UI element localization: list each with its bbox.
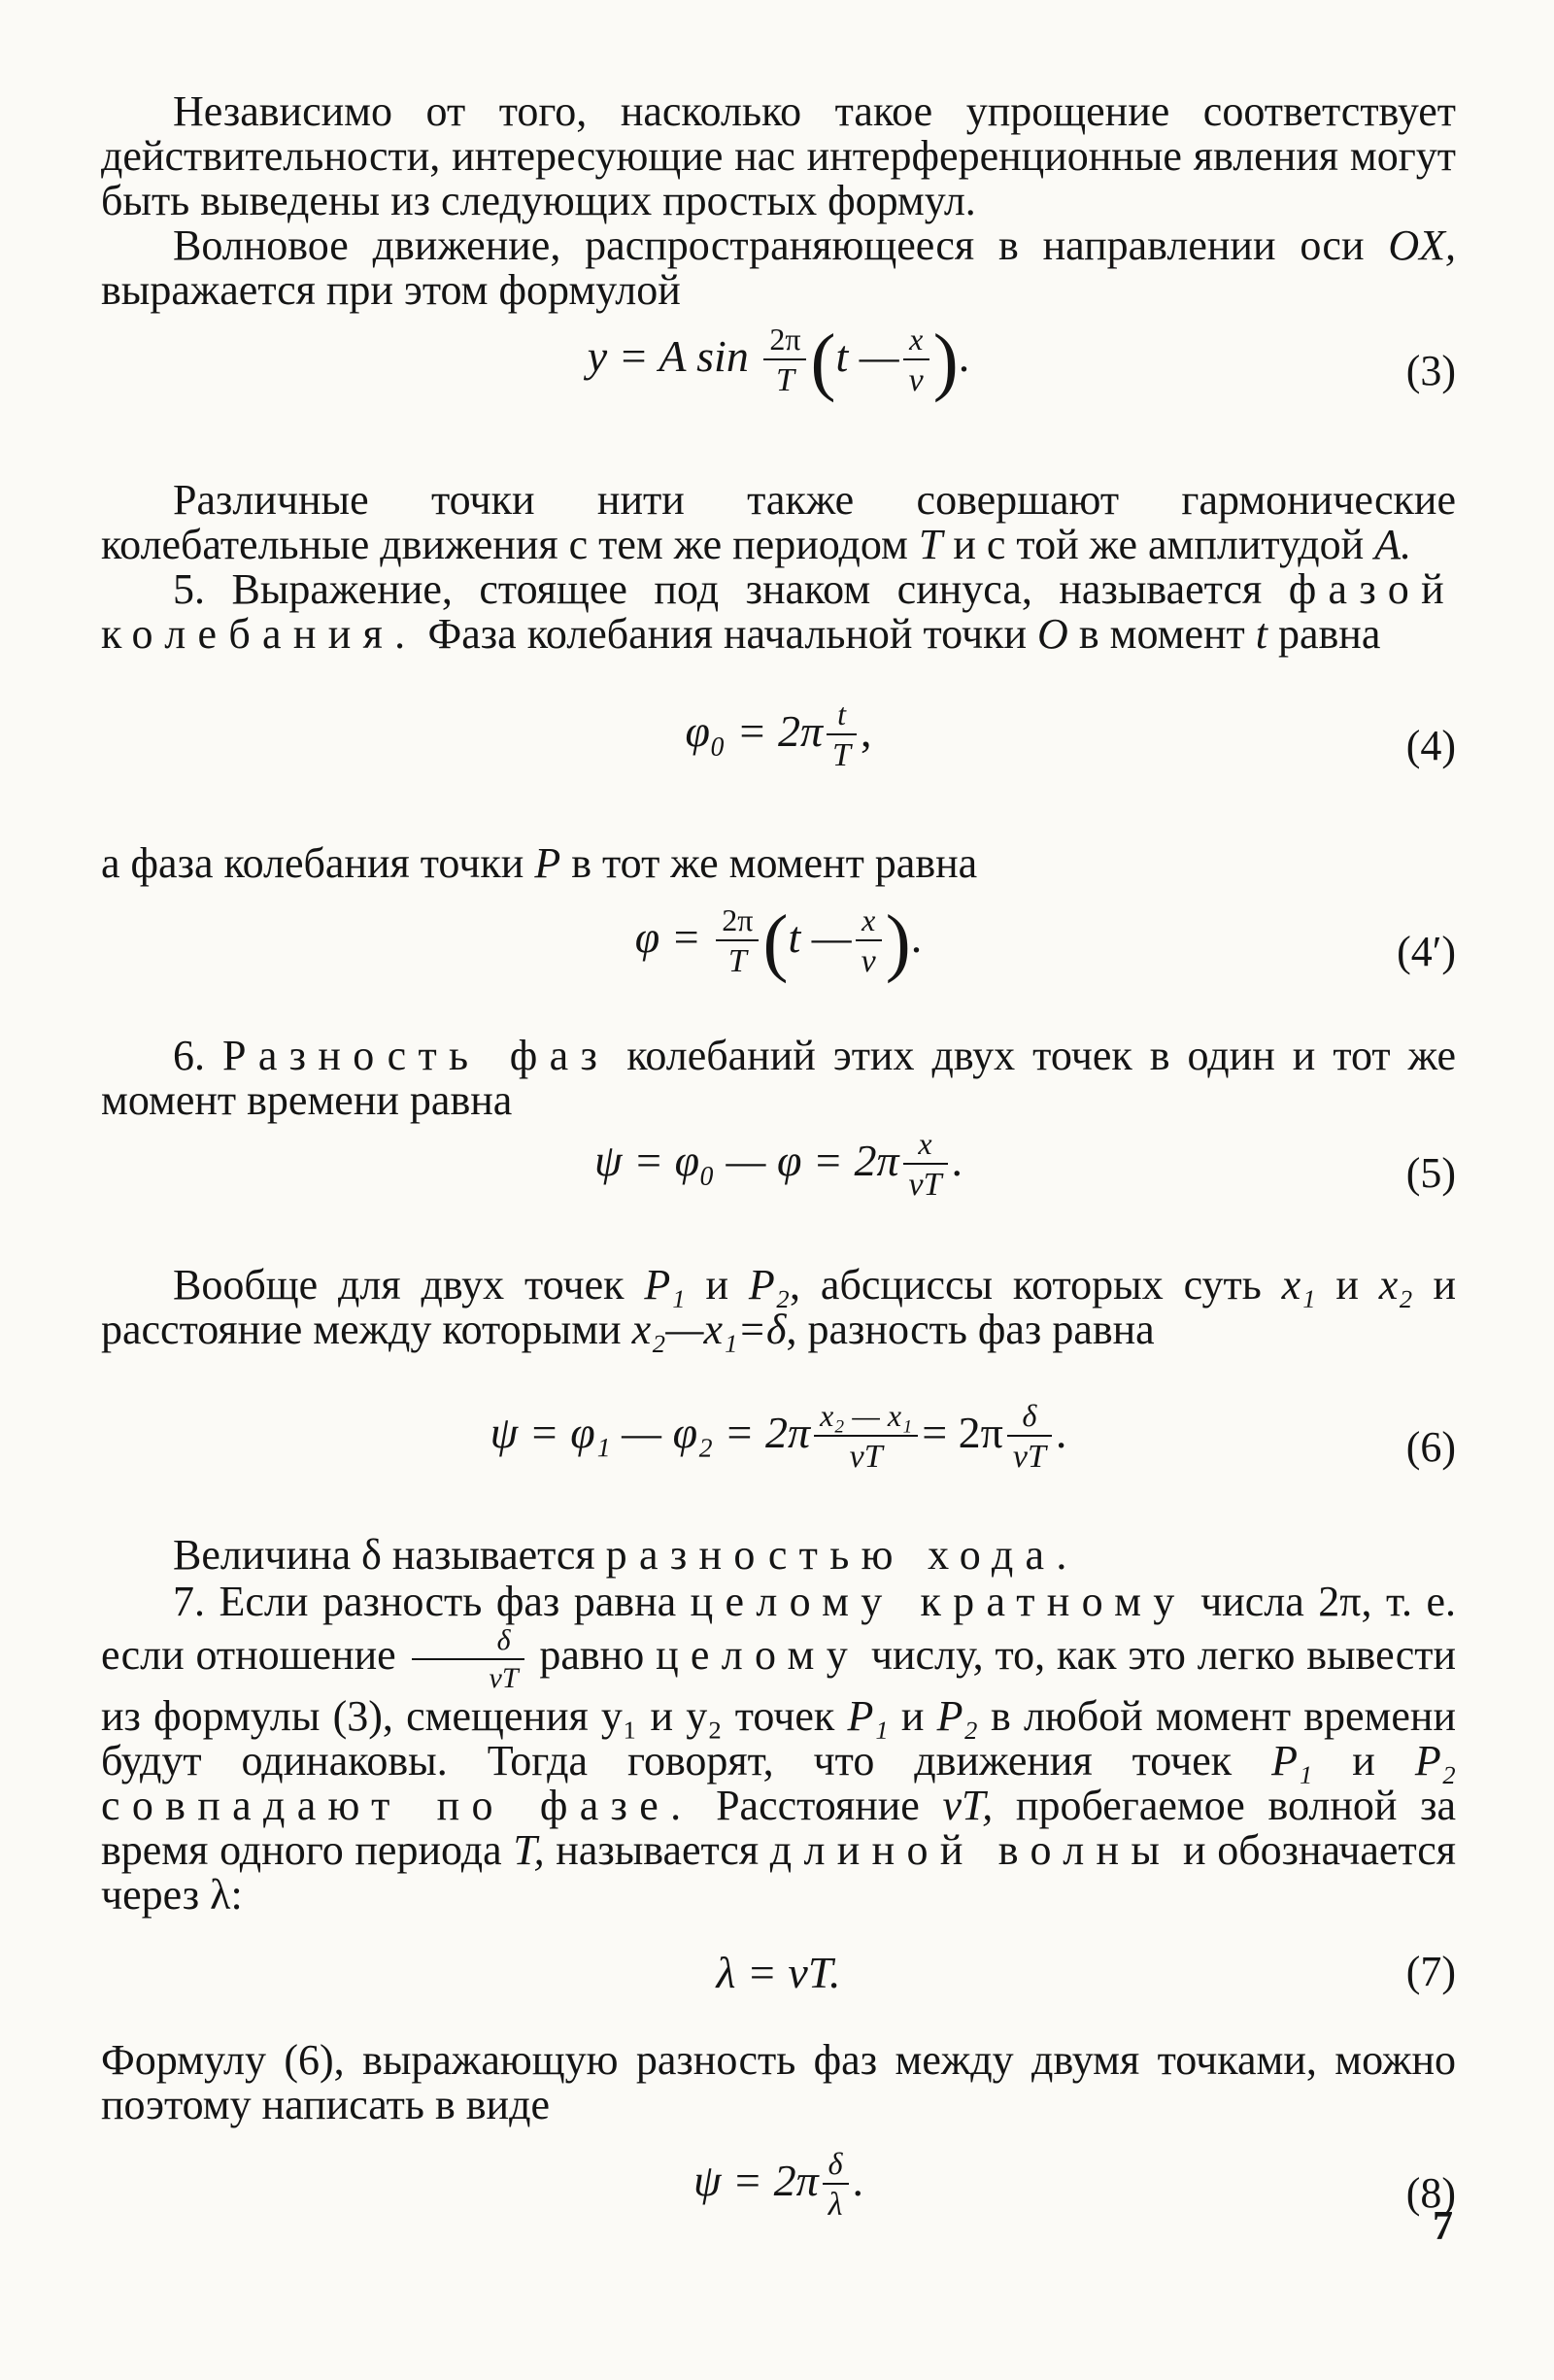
paragraph-path-difference: Величина δ называется разностью хода. xyxy=(173,1531,1079,1579)
paragraph-wave-motion: Волновое движение, распространяющееся в направлении оси OX, выражается при этом формулой xyxy=(101,221,1456,314)
equation-label-8: (8) xyxy=(1405,2169,1456,2217)
equation-label-3: (3) xyxy=(1405,347,1456,394)
equation-label-7: (7) xyxy=(1405,1948,1456,1995)
paragraph-phase-p: а фаза колебания точки P в тот же момент равна xyxy=(101,839,978,887)
equation-label-4-prime: (4′) xyxy=(1397,928,1456,975)
paragraph-phase: 5. Выражение, стоящее под знаком синуса, называется фазой колебания. Фаза колебания начальной точки O в момент t равна xyxy=(101,565,1456,658)
equation-7: λ = vT. (7) xyxy=(716,1948,1456,1997)
equation-label-6: (6) xyxy=(1405,1423,1456,1471)
equation-4-prime: φ = $\frac{2\pi}{T}$ (t — $\frac{x}{v}$ ). (4′) xyxy=(634,899,1456,984)
paragraph-in-phase: 7. Если разность фаз равна целому кратному числа 2π, т. е. если отношение $\frac{\delta}{vT}$ равно целому числу, то, как это легко вывести из формулы (3), смещения y₁ и y₂ точек P₁ и P₂ в любой момент времени будут одинаковы. Тогда говорят, что движения точек P₁ и P₂ совпадают по фазе. Расстояние vT, пробегаемое волной за время одного периода T, называется длиной волны и обозначается через λ: xyxy=(101,1578,1457,1919)
equation-6: ψ = φ₁ — φ₂ = 2π $\frac{\text{x₂ — x₁}}{vT}$ = 2π $\frac{\delta}{vT}$ . (6) xyxy=(490,1398,1456,1476)
equation-5: ψ = φ₀ — φ = 2π $\frac{x}{vT}$ . (5) xyxy=(594,1126,1456,1204)
equation-label-5: (5) xyxy=(1405,1149,1456,1197)
equation-label-4: (4) xyxy=(1405,722,1456,769)
paragraph-two-points: Вообще для двух точек P₁ и P₂, абсциссы которых суть x₁ и x₂ и расстояние между которыми x₂—x₁=δ, разность фаз равна xyxy=(101,1261,1457,1353)
equation-3: y = A sin $\frac{2\pi}{T}$ (t — $\frac{x}{v}$ ). (3) xyxy=(587,318,1456,403)
paragraph-formula-6: Формулу (6), выражающую разность фаз между двумя точками, можно поэтому написать в виде xyxy=(101,2036,1456,2128)
paragraph-harmonic: Различные точки нити также совершают гармонические колебательные движения с тем же периодом T и с той же амплитудой A. xyxy=(101,476,1456,568)
equation-8: ψ = 2π $\frac{\delta}{\lambda}$ . (8) xyxy=(693,2146,1456,2224)
paragraph-phase-difference: 6. Разность фаз колебаний этих двух точек в один и тот же момент времени равна xyxy=(101,1032,1457,1124)
page-number: 7 xyxy=(1433,2204,1453,2249)
paragraph-intro: Независимо от того, насколько такое упрощение соответствует действительности, интересующие нас интерференционные явления могут быть выведены из следующих простых формул. xyxy=(101,87,1456,224)
equation-4: φ₀ = 2π $\frac{t}{T}$ , (4) xyxy=(685,697,1456,774)
